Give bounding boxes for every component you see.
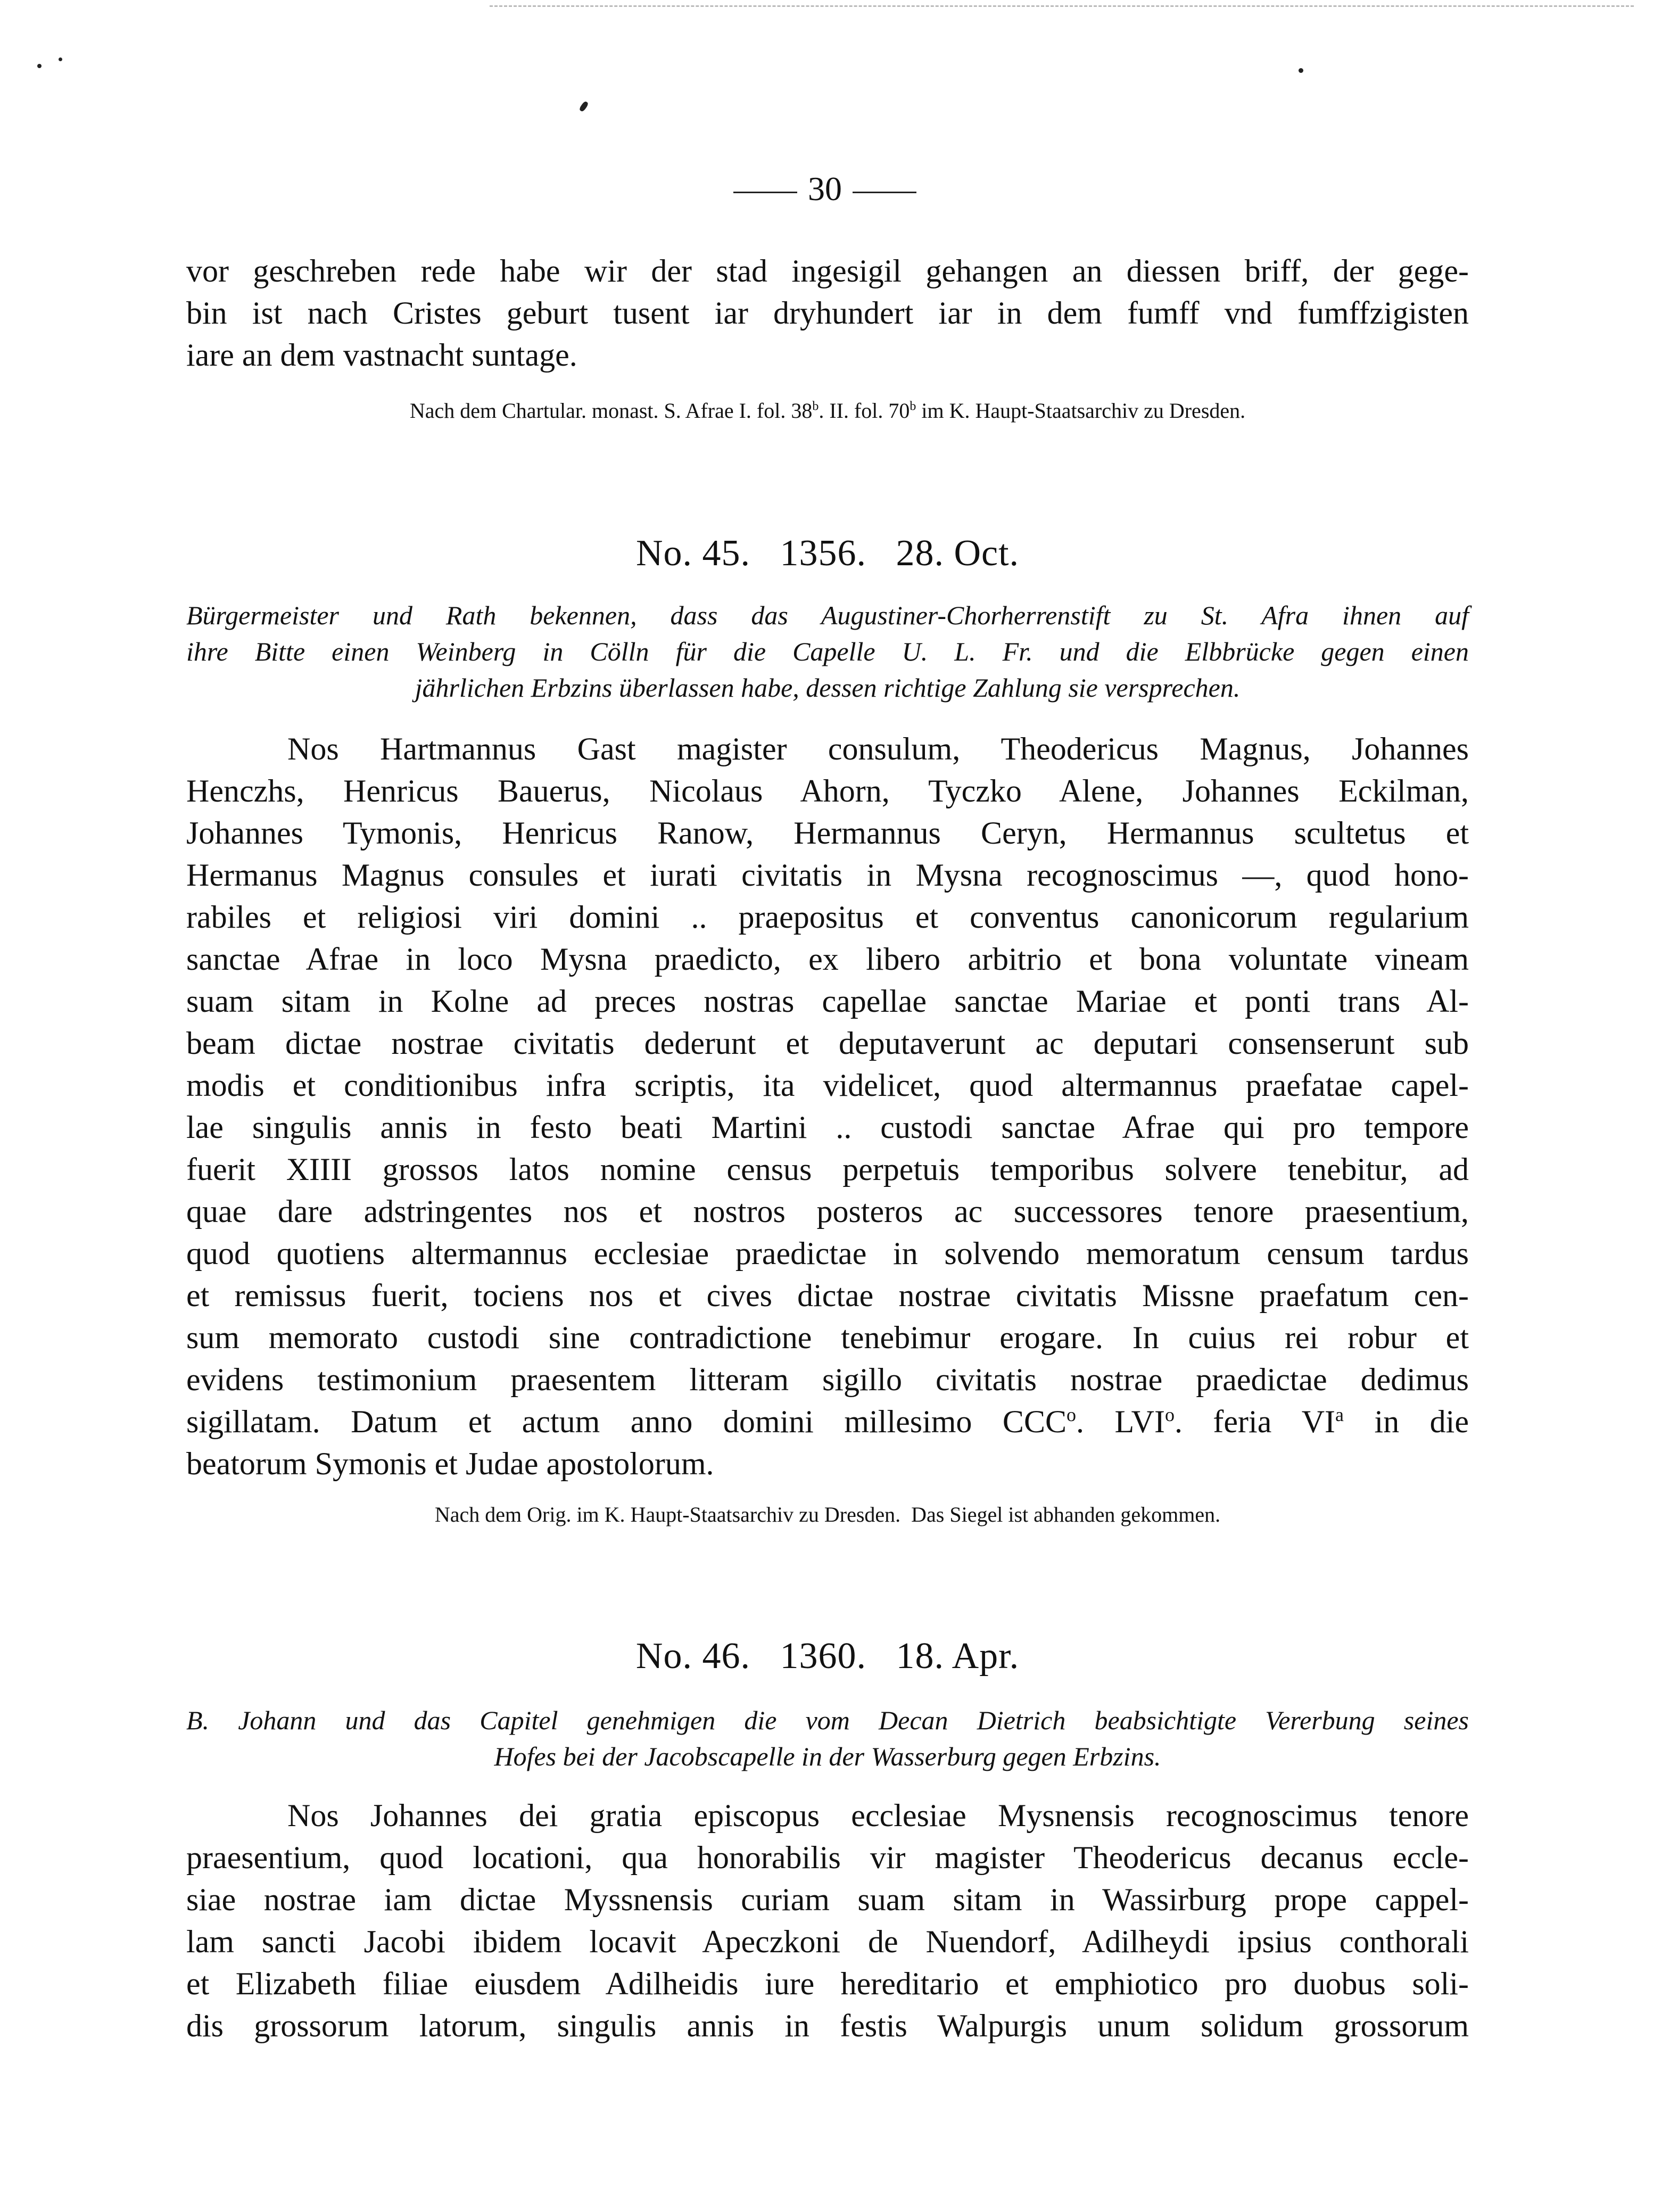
text-line: Nos Hartmannus Gast magister consulum, Theodericus Magnus, Johannes bbox=[287, 731, 1469, 766]
text-line: fuerit XIIII grossos latos nomine census perpetuis temporibus solvere tenebitur, ad bbox=[186, 1152, 1469, 1187]
note-superscript: b bbox=[812, 399, 819, 414]
page-number-dash bbox=[733, 192, 797, 193]
text-line: vor geschreben rede habe wir der stad ingesigil gehangen an diessen briff, der gege- bbox=[186, 253, 1469, 288]
page-number-value: 30 bbox=[808, 170, 842, 208]
text-line: Hermanus Magnus consules et iurati civitatis in Mysna recognoscimus —, quod hono- bbox=[186, 857, 1469, 893]
text-line: Henczhs, Henricus Bauerus, Nicolaus Ahorn, Tyczko Alene, Johannes Eckilman, bbox=[186, 773, 1469, 808]
text-line: Nos Johannes dei gratia episcopus ecclesiae Mysnensis recognoscimus tenore bbox=[287, 1798, 1469, 1833]
source-note-45: Nach dem Orig. im K. Haupt-Staatsarchiv zu Dresden. Das Siegel ist abhanden gekommen. bbox=[434, 1503, 1221, 1526]
date-text: sigillatam. Datum et actum anno domini millesimo CCC bbox=[186, 1404, 1067, 1439]
continuation-text bbox=[186, 250, 1469, 376]
page-number bbox=[692, 169, 958, 209]
text-line: sanctae Afrae in loco Mysna praedicto, ex libero arbitrio et bona voluntate vineam bbox=[186, 942, 1469, 977]
text-line: quod quotiens altermannus ecclesiae praedictae in solvendo memoratum censum tardus bbox=[186, 1236, 1469, 1271]
text-line: bin ist nach Cristes geburt tusent iar dryhundert iar in dem fumff vnd fumffzigisten bbox=[186, 295, 1469, 331]
page-number-dash bbox=[853, 192, 916, 193]
text-line: evidens testimonium praesentem litteram sigillo civitatis nostrae praedictae dedimus bbox=[186, 1362, 1469, 1397]
date-text: . feria VI bbox=[1174, 1404, 1336, 1439]
scan-speck bbox=[1299, 68, 1303, 73]
text-line: iare an dem vastnacht suntage. bbox=[186, 337, 577, 373]
text-line: dis grossorum latorum, singulis annis in festis Walpurgis unum solidum grossorum bbox=[186, 2008, 1469, 2043]
note-text: im K. Haupt-Staatsarchiv zu Dresden. bbox=[916, 399, 1246, 423]
text-line: quae dare adstringentes nos et nostros posteros ac successores tenore praesentium, bbox=[186, 1194, 1469, 1229]
scan-top-edge bbox=[490, 5, 1634, 7]
text-line: siae nostrae iam dictae Myssnensis curiam suam sitam in Wassirburg prope cappel- bbox=[186, 1882, 1469, 1917]
text-line: et Elizabeth filiae eiusdem Adilheidis iure hereditario et emphiotico pro duobus soli- bbox=[186, 1966, 1469, 2001]
text-line: et remissus fuerit, tociens nos et cives dictae nostrae civitatis Missne praefatum cen- bbox=[186, 1278, 1469, 1313]
summary-line: Bürgermeister und Rath bekennen, dass das Augustiner-Chorherrenstift zu St. Afra ihnen auf bbox=[186, 600, 1469, 630]
date-text: in die bbox=[1344, 1404, 1469, 1439]
summary-line: Hofes bei der Jacobscapelle in der Wasserburg gegen Erbzins. bbox=[494, 1741, 1161, 1771]
date-line bbox=[186, 1401, 1469, 1443]
scan-speck bbox=[37, 64, 42, 68]
text-line: beam dictae nostrae civitatis dederunt et deputaverunt ac deputari consenserunt sub bbox=[186, 1026, 1469, 1061]
note-text: . II. fol. 70 bbox=[819, 399, 910, 423]
text-line: suam sitam in Kolne ad preces nostras capellae sanctae Mariae et ponti trans Al- bbox=[186, 984, 1469, 1019]
summary-line: B. Johann und das Capitel genehmigen die vom Decan Dietrich beabsichtigte Vererbung seines bbox=[186, 1705, 1469, 1735]
document-summary-45 bbox=[186, 597, 1469, 706]
scan-speck bbox=[578, 101, 589, 112]
date-text: . LVI bbox=[1076, 1404, 1165, 1439]
document-text-46 bbox=[186, 1795, 1469, 2047]
document-heading-46: No. 46. 1360. 18. Apr. bbox=[635, 1636, 1020, 1677]
summary-line: ihre Bitte einen Weinberg in Cölln für die Capelle U. L. Fr. und die Elbbrücke gegen einen bbox=[186, 637, 1469, 666]
summary-line: jährlichen Erbzins überlassen habe, dessen richtige Zahlung sie versprechen. bbox=[415, 673, 1241, 703]
date-superscript: a bbox=[1335, 1404, 1344, 1425]
document-text-45 bbox=[186, 728, 1469, 1485]
text-line: sum memorato custodi sine contradictione tenebimur erogare. In cuius rei robur et bbox=[186, 1320, 1469, 1355]
text-line: rabiles et religiosi viri domini .. praepositus et conventus canonicorum regularium bbox=[186, 899, 1469, 935]
document-summary-46 bbox=[186, 1702, 1469, 1774]
note-text: Nach dem Chartular. monast. S. Afrae I. fol. 38 bbox=[409, 399, 813, 423]
text-line: Johannes Tymonis, Henricus Ranow, Hermannus Ceryn, Hermannus scultetus et bbox=[186, 815, 1469, 851]
text-line: beatorum Symonis et Judae apostolorum. bbox=[186, 1446, 714, 1481]
text-line: lae singulis annis in festo beati Martini .. custodi sanctae Afrae qui pro tempore bbox=[186, 1110, 1469, 1145]
source-note-44 bbox=[186, 398, 1469, 423]
scan-speck bbox=[59, 57, 62, 61]
date-superscript: o bbox=[1164, 1404, 1175, 1425]
document-heading-45: No. 45. 1356. 28. Oct. bbox=[635, 533, 1020, 574]
text-line: modis et conditionibus infra scriptis, ita videlicet, quod altermannus praefatae capel- bbox=[186, 1068, 1469, 1103]
text-line: praesentium, quod locationi, qua honorabilis vir magister Theodericus decanus eccle- bbox=[186, 1840, 1469, 1875]
date-superscript: o bbox=[1066, 1404, 1076, 1425]
note-superscript: b bbox=[910, 399, 916, 414]
text-line: lam sancti Jacobi ibidem locavit Apeczkoni de Nuendorf, Adilheydi ipsius conthorali bbox=[186, 1924, 1469, 1959]
